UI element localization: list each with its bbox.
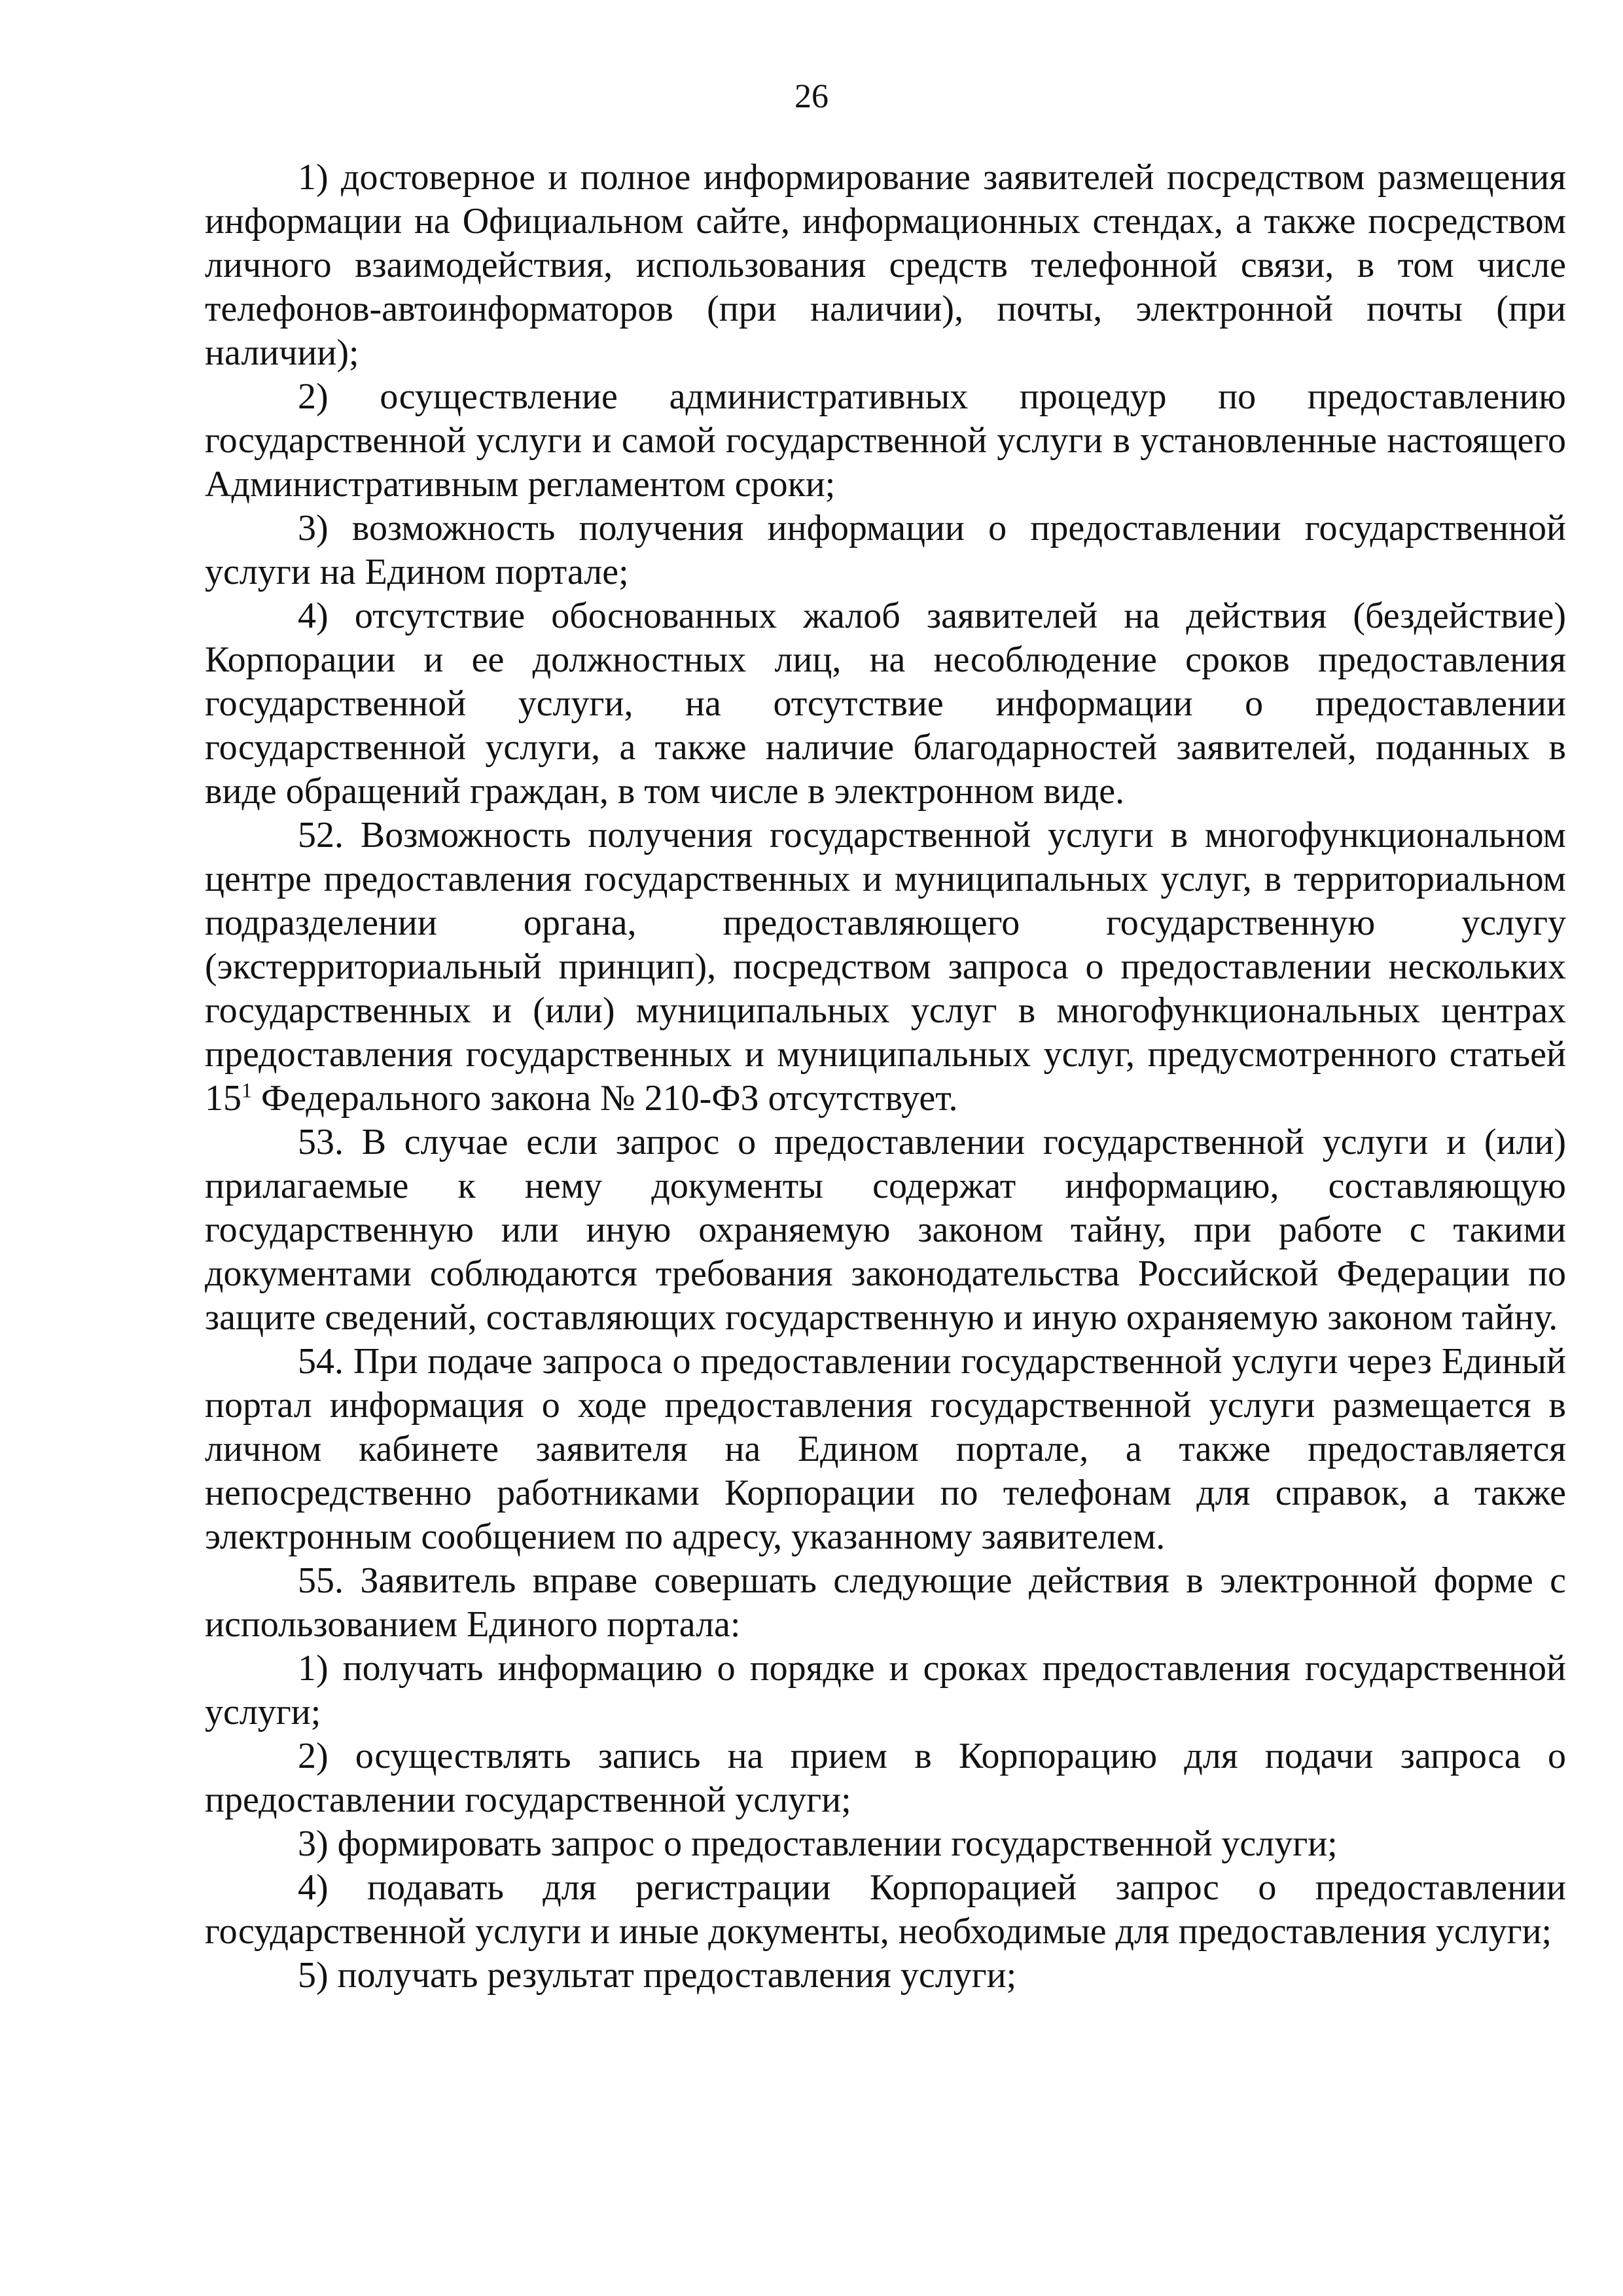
- action-3-form-request: 3) формировать запрос о предоставлении государственной услуги;: [298, 1823, 1338, 1864]
- action-4-submit-request: 4) подавать для регистрации Корпорацией запрос о предоставлении государственной услуги и иные документы, необходимые для предоставления услуги;: [205, 1867, 1566, 1952]
- item-4-no-complaints: 4) отсутствие обоснованных жалоб заявителей на действия (бездействие) Корпорации и ее должностных лиц, на несоблюдение сроков предоставления государственной услуги, на отсутствие информации о предоставлении государственной услуги, а также наличие благодарностей заявителей, поданных в виде обращений граждан, в том числе в электронном виде.: [205, 596, 1566, 812]
- paragraph-52-text: 52. Возможность получения государственной услуги в многофункциональном центре предоставления государственных и муниципальных услуг, в территориальном подразделении органа, предоставляющего государственную услугу (экстерриториальный принцип), посредством запроса о предоставлении нескольких государственных и (или) муниципальных услуг в многофункциональных центрах предоставления государственных и муниципальных услуг, предусмотренного статьей 15: [205, 815, 1566, 1119]
- action-2-appointment: 2) осуществлять запись на прием в Корпорацию для подачи запроса о предоставлении государственной услуги;: [205, 1736, 1566, 1820]
- paragraph-52-text-end: Федерального закона № 210-ФЗ отсутствует.: [252, 1078, 958, 1119]
- article-superscript: 1: [241, 1078, 252, 1102]
- paragraph-53: 53. В случае если запрос о предоставлении государственной услуги и (или) прилагаемые к нему документы содержат информацию, составляющую государственную или иную охраняемую законом тайну, при работе с такими документами соблюдаются требования законодательства Российской Федерации по защите сведений, составляющих государственную и иную охраняемую законом тайну.: [205, 1122, 1566, 1338]
- paragraph-52: [205, 814, 1566, 1121]
- page-number: 26: [794, 78, 829, 115]
- action-1-get-info: 1) получать информацию о порядке и сроках предоставления государственной услуги;: [205, 1648, 1566, 1732]
- action-5-get-result: 5) получать результат предоставления услуги;: [298, 1955, 1017, 1996]
- document-body: [205, 156, 1566, 1998]
- item-2-procedures: 2) осуществление административных процедур по предоставлению государственной услуги и самой государственной услуги в установленные настоящего Административным регламентом сроки;: [205, 376, 1566, 505]
- paragraph-55: 55. Заявитель вправе совершать следующие действия в электронной форме с использованием Единого портала:: [205, 1560, 1566, 1645]
- item-3-info-on-portal: 3) возможность получения информации о предоставлении государственной услуги на Едином портале;: [205, 508, 1566, 592]
- item-1-informing: 1) достоверное и полное информирование заявителей посредством размещения информации на Официальном сайте, информационных стендах, а также посредством личного взаимодействия, использования средств телефонной связи, в том числе телефонов-автоинформаторов (при наличии), почты, электронной почты (при наличии);: [205, 157, 1566, 373]
- paragraph-54: 54. При подаче запроса о предоставлении государственной услуги через Единый портал информация о ходе предоставления государственной услуги размещается в личном кабинете заявителя на Едином портале, а также предоставляется непосредственно работниками Корпорации по телефонам для справок, а также электронным сообщением по адресу, указанному заявителем.: [205, 1341, 1566, 1557]
